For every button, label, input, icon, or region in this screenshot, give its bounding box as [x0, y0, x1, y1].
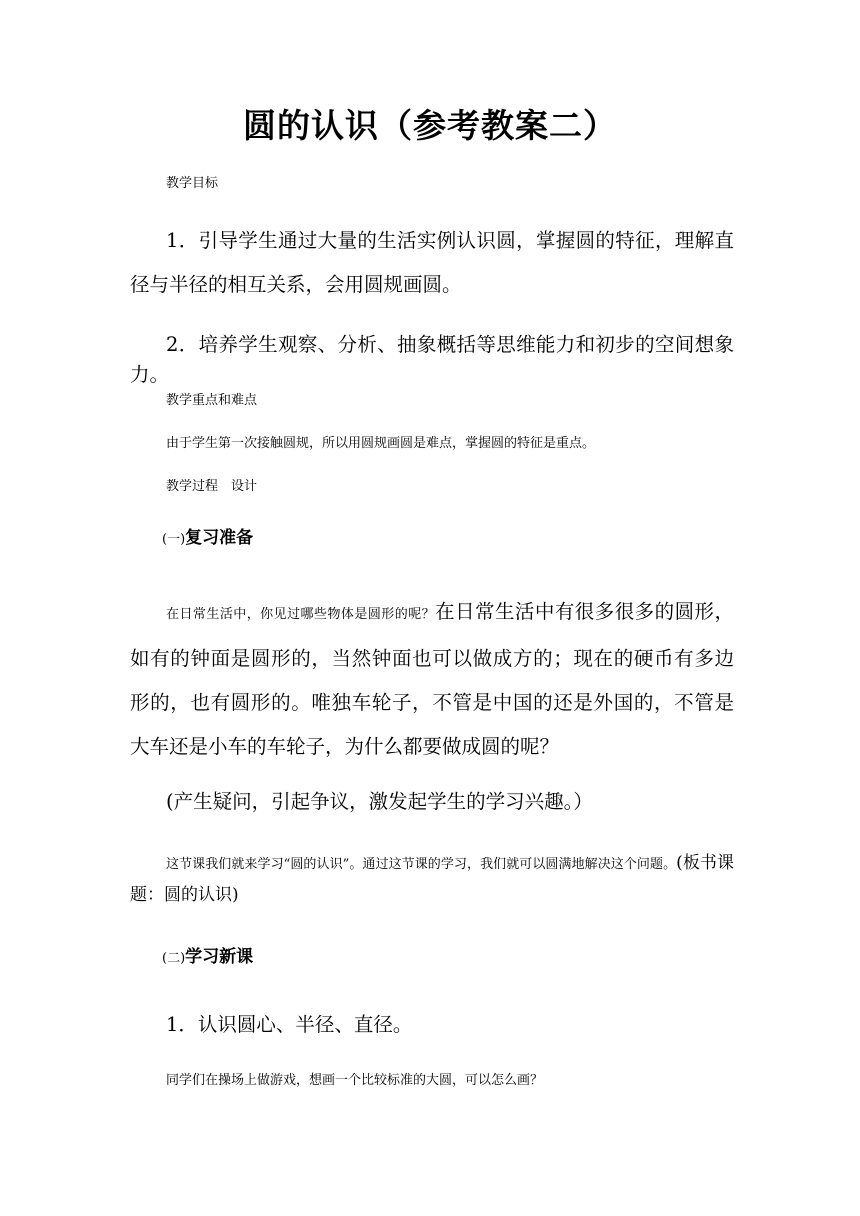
objective-1-text: 1．引导学生通过大量的生活实例认识圆，掌握圆的特征，理解直径与半径的相互关系，会用圆规画圆。	[130, 229, 734, 296]
objective-2	[130, 330, 734, 390]
objective-2-text: 2．培养学生观察、分析、抽象概括等思维能力和初步的空间想象力。	[130, 333, 734, 386]
section-1-heading	[162, 525, 253, 551]
section-2-item-1-text: 同学们在操场上做游戏，想画一个比较标准的大圆，可以怎么画？	[166, 1073, 544, 1088]
key-points-text: 由于学生第一次接触圆规，所以用圆规画圆是难点，掌握圆的特征是重点。	[166, 436, 596, 451]
section-1-number: (一)	[162, 532, 186, 547]
section-1-para-1	[130, 590, 734, 769]
page-title: 圆的认识（参考教案二）	[243, 106, 617, 145]
section-1-para-3-rest: (板书课题：圆的认识)	[130, 853, 735, 905]
objectives-heading: 教学目标	[166, 176, 219, 191]
section-2-item-1: 1．认识圆心、半径、直径。	[166, 1013, 413, 1036]
section-1-para-2-text: (产生疑问，引起争议，激发起学生的学习兴趣。）	[166, 790, 593, 813]
section-1-para-1-lead: 在日常生活中，你见过哪些物体是圆形的呢？	[166, 607, 436, 622]
section-1-para-2	[130, 787, 734, 817]
section-2-heading	[162, 944, 253, 970]
section-1-title: 复习准备	[185, 528, 254, 548]
section-2-title: 学习新课	[185, 947, 254, 967]
section-1-para-3	[130, 848, 734, 912]
section-1-para-1-rest: 在日常生活中有很多很多的圆形，如有的钟面是圆形的，当然钟面也可以做成方的；现在的硬币有多边形的，也有圆形的。唯独车轮子，不管是中国的还是外国的，不管是大车还是小车的车轮子，为什么都要做成圆的呢？	[130, 600, 734, 758]
objective-1	[130, 219, 734, 307]
section-1-para-3-lead: 这节课我们就来学习“圆的认识”。通过这节课的学习，我们就可以圆满地解决这个问题。	[166, 857, 677, 872]
section-2-number: (二)	[162, 951, 186, 966]
key-points-heading: 教学重点和难点	[166, 393, 258, 408]
process-heading: 教学过程 设计	[166, 479, 258, 494]
